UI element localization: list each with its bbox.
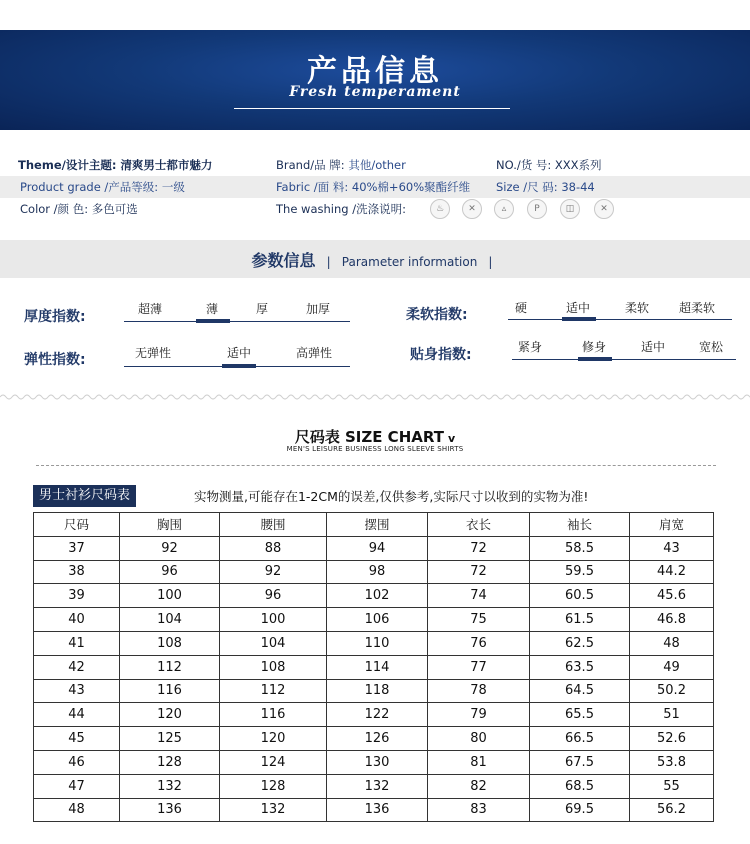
table-cell: 46.8 — [630, 608, 714, 632]
table-cell: 48 — [630, 631, 714, 655]
chevron-down-icon: v — [447, 432, 456, 445]
column-header: 摆围 — [327, 513, 428, 537]
size-chart-title — [0, 426, 750, 447]
item-no-value: XXX系列 — [554, 158, 602, 172]
column-header: 腰围 — [220, 513, 327, 537]
table-cell: 106 — [327, 608, 428, 632]
table-cell: 92 — [220, 560, 327, 584]
table-row — [34, 774, 714, 798]
washing-label: The washing /洗涤说明: — [276, 202, 406, 216]
table-cell: 78 — [428, 679, 530, 703]
table-cell: 136 — [327, 798, 428, 822]
parameter-title-cn: 参数信息 — [251, 251, 316, 270]
table-cell: 82 — [428, 774, 530, 798]
color-info — [20, 201, 138, 217]
size-chart-subtitle: MEN'S LEISURE BUSINESS LONG SLEEVE SHIRTS — [286, 445, 464, 453]
table-cell: 43 — [630, 536, 714, 560]
banner-subtitle: Fresh temperament — [289, 84, 461, 100]
tumble-dry-icon: ◫ — [560, 199, 580, 219]
grade-value: 一级 — [161, 180, 185, 194]
size-table — [33, 512, 714, 822]
table-cell: 52.6 — [630, 727, 714, 751]
table-header-row — [34, 513, 714, 537]
table-cell: 43 — [34, 679, 120, 703]
softness-option: 适中 — [565, 301, 591, 315]
table-cell: 74 — [428, 584, 530, 608]
softness-selected-marker — [562, 317, 596, 321]
softness-option: 超柔软 — [678, 301, 716, 315]
size-chart-title-cn: 尺码表 — [294, 428, 340, 446]
theme-value: 清爽男士都市魅力 — [120, 158, 213, 172]
table-cell: 124 — [220, 750, 327, 774]
table-cell: 55 — [630, 774, 714, 798]
info-row-3 — [0, 198, 750, 220]
table-cell: 128 — [220, 774, 327, 798]
table-cell: 126 — [327, 727, 428, 751]
table-cell: 61.5 — [530, 608, 630, 632]
thickness-selected-marker — [196, 319, 230, 323]
table-cell: 46 — [34, 750, 120, 774]
table-row — [34, 703, 714, 727]
brand-info — [276, 157, 406, 173]
table-cell: 53.8 — [630, 750, 714, 774]
elasticity-option: 高弹性 — [295, 346, 333, 360]
column-header: 肩宽 — [630, 513, 714, 537]
table-row — [34, 727, 714, 751]
thickness-label: 厚度指数: — [24, 309, 86, 325]
wash-tub-icon: ♨ — [430, 199, 450, 219]
column-header: 胸围 — [120, 513, 220, 537]
softness-option: 硬 — [514, 301, 528, 315]
table-cell: 130 — [327, 750, 428, 774]
table-cell: 112 — [220, 679, 327, 703]
elasticity-selected-marker — [222, 364, 256, 368]
fit-option: 宽松 — [698, 340, 724, 354]
table-cell: 44 — [34, 703, 120, 727]
table-cell: 67.5 — [530, 750, 630, 774]
table-cell: 110 — [327, 631, 428, 655]
grade-info — [20, 179, 185, 195]
column-header: 袖长 — [530, 513, 630, 537]
table-cell: 81 — [428, 750, 530, 774]
size-range-info — [496, 179, 595, 195]
table-cell: 68.5 — [530, 774, 630, 798]
table-cell: 122 — [327, 703, 428, 727]
table-cell: 100 — [220, 608, 327, 632]
table-cell: 88 — [220, 536, 327, 560]
fabric-label: Fabric /面 料: — [276, 180, 349, 194]
banner-divider — [234, 108, 510, 109]
fit-option: 适中 — [640, 340, 666, 354]
table-row — [34, 679, 714, 703]
table-cell: 76 — [428, 631, 530, 655]
table-cell: 62.5 — [530, 631, 630, 655]
table-cell: 120 — [220, 727, 327, 751]
item-no-info — [496, 157, 602, 173]
no-bleach-icon: ✕ — [462, 199, 482, 219]
washing-info — [276, 201, 406, 217]
parameter-title-en: Parameter information — [341, 255, 478, 269]
softness-label: 柔软指数: — [406, 307, 468, 323]
size-range-label: Size /尺 码: — [496, 180, 558, 194]
thickness-option: 加厚 — [305, 302, 331, 316]
table-cell: 66.5 — [530, 727, 630, 751]
item-no-label: NO./货 号: — [496, 158, 552, 172]
table-cell: 63.5 — [530, 655, 630, 679]
table-row — [34, 608, 714, 632]
table-row — [34, 655, 714, 679]
table-cell: 39 — [34, 584, 120, 608]
info-row-2 — [0, 176, 750, 198]
table-cell: 69.5 — [530, 798, 630, 822]
banner-title: 产品信息 — [307, 54, 443, 89]
elasticity-label: 弹性指数: — [24, 352, 86, 368]
table-cell: 125 — [120, 727, 220, 751]
table-cell: 41 — [34, 631, 120, 655]
table-cell: 37 — [34, 536, 120, 560]
table-cell: 72 — [428, 536, 530, 560]
table-cell: 94 — [327, 536, 428, 560]
no-wring-icon: ✕ — [594, 199, 614, 219]
brand-value: 其他/other — [348, 158, 406, 172]
table-cell: 83 — [428, 798, 530, 822]
table-cell: 45.6 — [630, 584, 714, 608]
fit-option: 修身 — [581, 340, 607, 354]
fit-scale-line — [512, 359, 736, 360]
table-cell: 112 — [120, 655, 220, 679]
table-cell: 108 — [220, 655, 327, 679]
table-cell: 60.5 — [530, 584, 630, 608]
color-label: Color /颜 色: — [20, 202, 89, 216]
column-header: 尺码 — [34, 513, 120, 537]
dashed-divider — [36, 465, 716, 466]
table-cell: 48 — [34, 798, 120, 822]
table-cell: 114 — [327, 655, 428, 679]
softness-scale-line — [508, 319, 732, 320]
table-row — [34, 584, 714, 608]
table-cell: 64.5 — [530, 679, 630, 703]
softness-option: 柔软 — [624, 301, 650, 315]
table-cell: 104 — [220, 631, 327, 655]
table-row — [34, 560, 714, 584]
theme-label: Theme/设计主题: — [18, 158, 117, 172]
table-cell: 59.5 — [530, 560, 630, 584]
table-cell: 40 — [34, 608, 120, 632]
fit-option: 紧身 — [517, 340, 543, 354]
table-cell: 132 — [120, 774, 220, 798]
size-range-value: 38-44 — [561, 180, 595, 194]
table-cell: 42 — [34, 655, 120, 679]
wavy-divider — [0, 392, 750, 402]
fit-selected-marker — [578, 357, 612, 361]
elasticity-option: 适中 — [226, 346, 252, 360]
table-row — [34, 750, 714, 774]
table-cell: 56.2 — [630, 798, 714, 822]
dry-clean-icon: P — [527, 199, 547, 219]
table-cell: 38 — [34, 560, 120, 584]
table-cell: 116 — [120, 679, 220, 703]
table-cell: 116 — [220, 703, 327, 727]
table-row — [34, 536, 714, 560]
table-cell: 49 — [630, 655, 714, 679]
table-cell: 108 — [120, 631, 220, 655]
table-cell: 128 — [120, 750, 220, 774]
table-cell: 44.2 — [630, 560, 714, 584]
column-header: 衣长 — [428, 513, 530, 537]
table-cell: 98 — [327, 560, 428, 584]
table-cell: 79 — [428, 703, 530, 727]
table-cell: 58.5 — [530, 536, 630, 560]
measurement-note: 实物测量,可能存在1-2CM的误差,仅供参考,实际尺寸以收到的实物为准! — [194, 489, 589, 504]
table-cell: 118 — [327, 679, 428, 703]
table-cell: 65.5 — [530, 703, 630, 727]
table-cell: 75 — [428, 608, 530, 632]
table-cell: 96 — [120, 560, 220, 584]
thickness-option: 薄 — [205, 302, 219, 316]
table-cell: 104 — [120, 608, 220, 632]
thickness-scale-line — [124, 321, 350, 322]
table-cell: 80 — [428, 727, 530, 751]
table-cell: 100 — [120, 584, 220, 608]
table-row — [34, 798, 714, 822]
table-cell: 51 — [630, 703, 714, 727]
table-cell: 102 — [327, 584, 428, 608]
table-cell: 47 — [34, 774, 120, 798]
thickness-option: 厚 — [255, 302, 269, 316]
table-cell: 120 — [120, 703, 220, 727]
table-cell: 45 — [34, 727, 120, 751]
info-row-1 — [0, 154, 750, 176]
color-value: 多色可选 — [91, 202, 138, 216]
parameter-title: 参数信息 | Parameter information | — [251, 251, 493, 270]
size-chart-tag: 男士衬衫尺码表 — [33, 485, 136, 507]
brand-label: Brand/品 牌: — [276, 158, 345, 172]
table-cell: 72 — [428, 560, 530, 584]
iron-icon: ▵ — [494, 199, 514, 219]
fit-label: 贴身指数: — [410, 347, 472, 363]
header-banner — [0, 30, 750, 130]
theme-info — [18, 157, 212, 173]
fabric-value: 40%棉+60%聚酯纤维 — [351, 180, 471, 194]
table-cell: 50.2 — [630, 679, 714, 703]
table-row — [34, 631, 714, 655]
size-chart-title-en: SIZE CHART — [344, 428, 444, 446]
table-cell: 92 — [120, 536, 220, 560]
table-cell: 136 — [120, 798, 220, 822]
table-cell: 132 — [327, 774, 428, 798]
thickness-option: 超薄 — [137, 302, 163, 316]
table-cell: 96 — [220, 584, 327, 608]
table-cell: 132 — [220, 798, 327, 822]
parameter-section-header — [0, 240, 750, 278]
table-cell: 77 — [428, 655, 530, 679]
grade-label: Product grade /产品等级: — [20, 180, 159, 194]
fabric-info — [276, 179, 470, 195]
elasticity-option: 无弹性 — [134, 346, 172, 360]
